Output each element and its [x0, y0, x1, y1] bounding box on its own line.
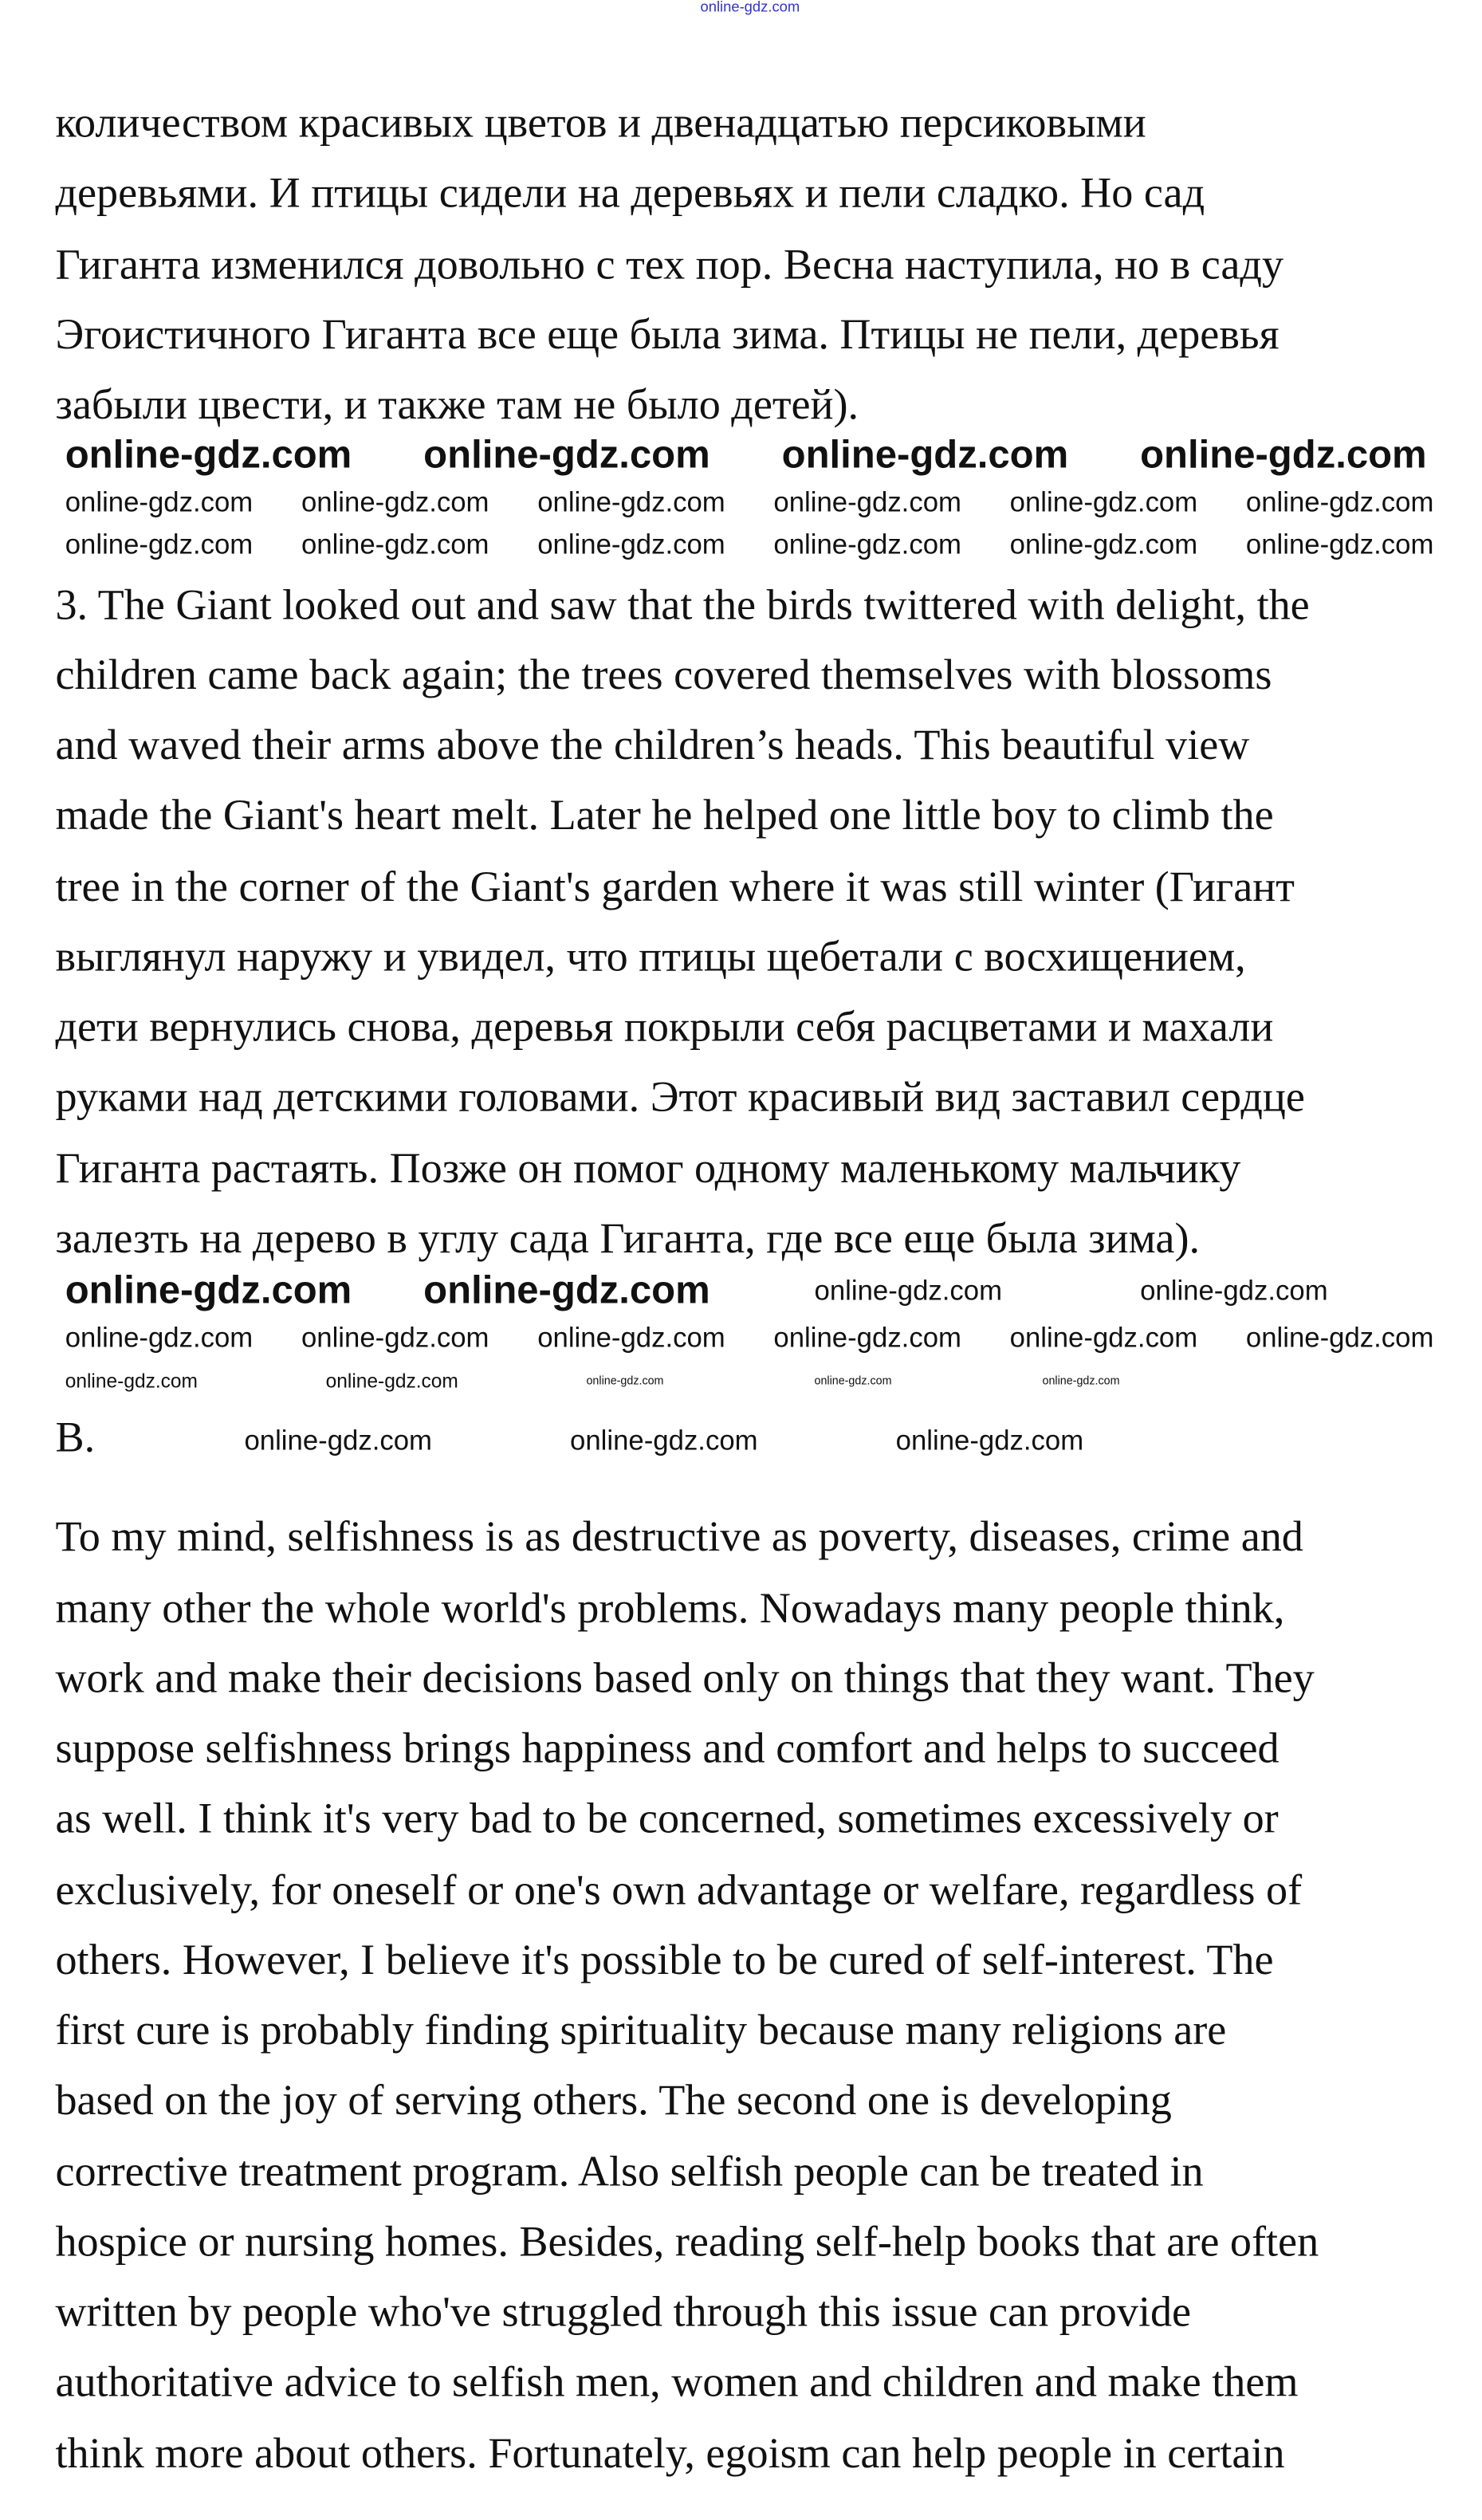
watermark: online-gdz.com: [65, 529, 254, 560]
text-line: exclusively, for oneself or one's own advantage or welfare, regardless of: [55, 1865, 1303, 1914]
watermark: online-gdz.com: [773, 486, 961, 518]
text-line: забыли цвести, и также там не было детей).: [55, 379, 859, 429]
watermark: online-gdz.com: [301, 529, 489, 560]
text-line: деревьями. И птицы сидели на деревьях и пели сладко. Но сад: [55, 167, 1205, 217]
text-line: Гиганта изменился довольно с тех пор. Весна наступила, но в саду: [55, 239, 1284, 289]
watermark: online-gdz.com: [1245, 1322, 1434, 1354]
watermark: online-gdz.com: [1042, 1376, 1120, 1388]
text-line: think more about others. Fortunately, egoism can help people in certain: [55, 2428, 1285, 2478]
watermark: online-gdz.com: [1009, 529, 1198, 560]
watermark: online-gdz.com: [244, 1425, 432, 1457]
watermark: online-gdz.com: [65, 486, 254, 518]
text-line: work and make their decisions based only on things that they want. They: [55, 1653, 1315, 1702]
watermark: online-gdz.com: [773, 1322, 961, 1354]
text-line: first cure is probably finding spirituality because many religions are: [55, 2004, 1227, 2054]
text-line: based on the joy of serving others. The second one is developing: [55, 2074, 1172, 2125]
watermark: online-gdz.com: [586, 1376, 664, 1388]
text-line: залезть на дерево в углу сада Гиганта, где все еще была зима).: [55, 1213, 1201, 1263]
watermark: online-gdz.com: [1140, 433, 1427, 478]
text-line: tree in the corner of the Giant's garden where it was still winter (Гигант: [55, 861, 1295, 911]
text-line: Гиганта растаять. Позже он помог одному маленькому мальчику: [55, 1143, 1241, 1193]
watermark: online-gdz.com: [1245, 529, 1434, 560]
watermark: online-gdz.com: [423, 1268, 710, 1313]
watermark: online-gdz.com: [301, 486, 489, 518]
watermark: online-gdz.com: [814, 1275, 1003, 1307]
text-line: made the Giant's heart melt. Later he helped one little boy to climb the: [55, 789, 1274, 839]
text-line: children came back again; the trees covered themselves with blossoms: [55, 650, 1272, 699]
text-line: To my mind, selfishness is as destructive as poverty, diseases, crime and: [55, 1511, 1303, 1561]
text-line: Эгоистичного Гиганта все еще была зима. Птицы не пели, деревья: [55, 309, 1280, 359]
watermark: online-gdz.com: [65, 433, 352, 478]
watermark: online-gdz.com: [65, 1268, 352, 1313]
text-line: authoritative advice to selfish men, women and children and make them: [55, 2357, 1299, 2406]
watermark: online-gdz.com: [1009, 486, 1198, 518]
text-line: written by people who've struggled through this issue can provide: [55, 2286, 1192, 2336]
section-label: B.: [55, 1412, 96, 1461]
watermark: online-gdz.com: [895, 1425, 1084, 1457]
text-line: руками над детскими головами. Этот красивый вид заставил сердце: [55, 1071, 1305, 1121]
watermark: online-gdz.com: [1140, 1275, 1328, 1307]
text-line: hospice or nursing homes. Besides, reading self-help books that are often: [55, 2216, 1319, 2266]
text-line: corrective treatment program. Also selfish people can be treated in: [55, 2146, 1204, 2196]
watermark: online-gdz.com: [301, 1322, 489, 1354]
watermark: online-gdz.com: [773, 529, 961, 560]
watermark: online-gdz.com: [65, 1322, 254, 1354]
text-line: 3. The Giant looked out and saw that the birds twittered with delight, the: [55, 580, 1310, 629]
watermark: online-gdz.com: [814, 1376, 892, 1388]
text-line: количеством красивых цветов и двенадцатью персиковыми: [55, 97, 1146, 147]
watermark: online-gdz.com: [537, 1322, 725, 1354]
watermark: online-gdz.com: [423, 433, 710, 478]
watermark: online-gdz.com: [1245, 486, 1434, 518]
header-watermark: online-gdz.com: [700, 0, 800, 15]
text-line: and waved their arms above the children’s heads. This beautiful view: [55, 720, 1250, 769]
text-line: дети вернулись снова, деревья покрыли себя расцветами и махали: [55, 1001, 1274, 1051]
watermark: online-gdz.com: [325, 1370, 458, 1393]
watermark: online-gdz.com: [781, 433, 1069, 478]
text-line: suppose selfishness brings happiness and comfort and helps to succeed: [55, 1723, 1280, 1772]
watermark: online-gdz.com: [65, 1370, 198, 1393]
watermark: online-gdz.com: [1009, 1322, 1198, 1354]
text-line: many other the whole world's problems. Nowadays many people think,: [55, 1582, 1285, 1633]
text-line: others. However, I believe it's possible to be cured of self-interest. The: [55, 1935, 1274, 1984]
watermark: online-gdz.com: [570, 1425, 758, 1457]
text-line: as well. I think it's very bad to be concerned, sometimes excessively or: [55, 1793, 1279, 1842]
text-line: выглянул наружу и увидел, что птицы щебетали с восхищением,: [55, 931, 1246, 981]
watermark: online-gdz.com: [537, 529, 725, 560]
watermark: online-gdz.com: [537, 486, 725, 518]
